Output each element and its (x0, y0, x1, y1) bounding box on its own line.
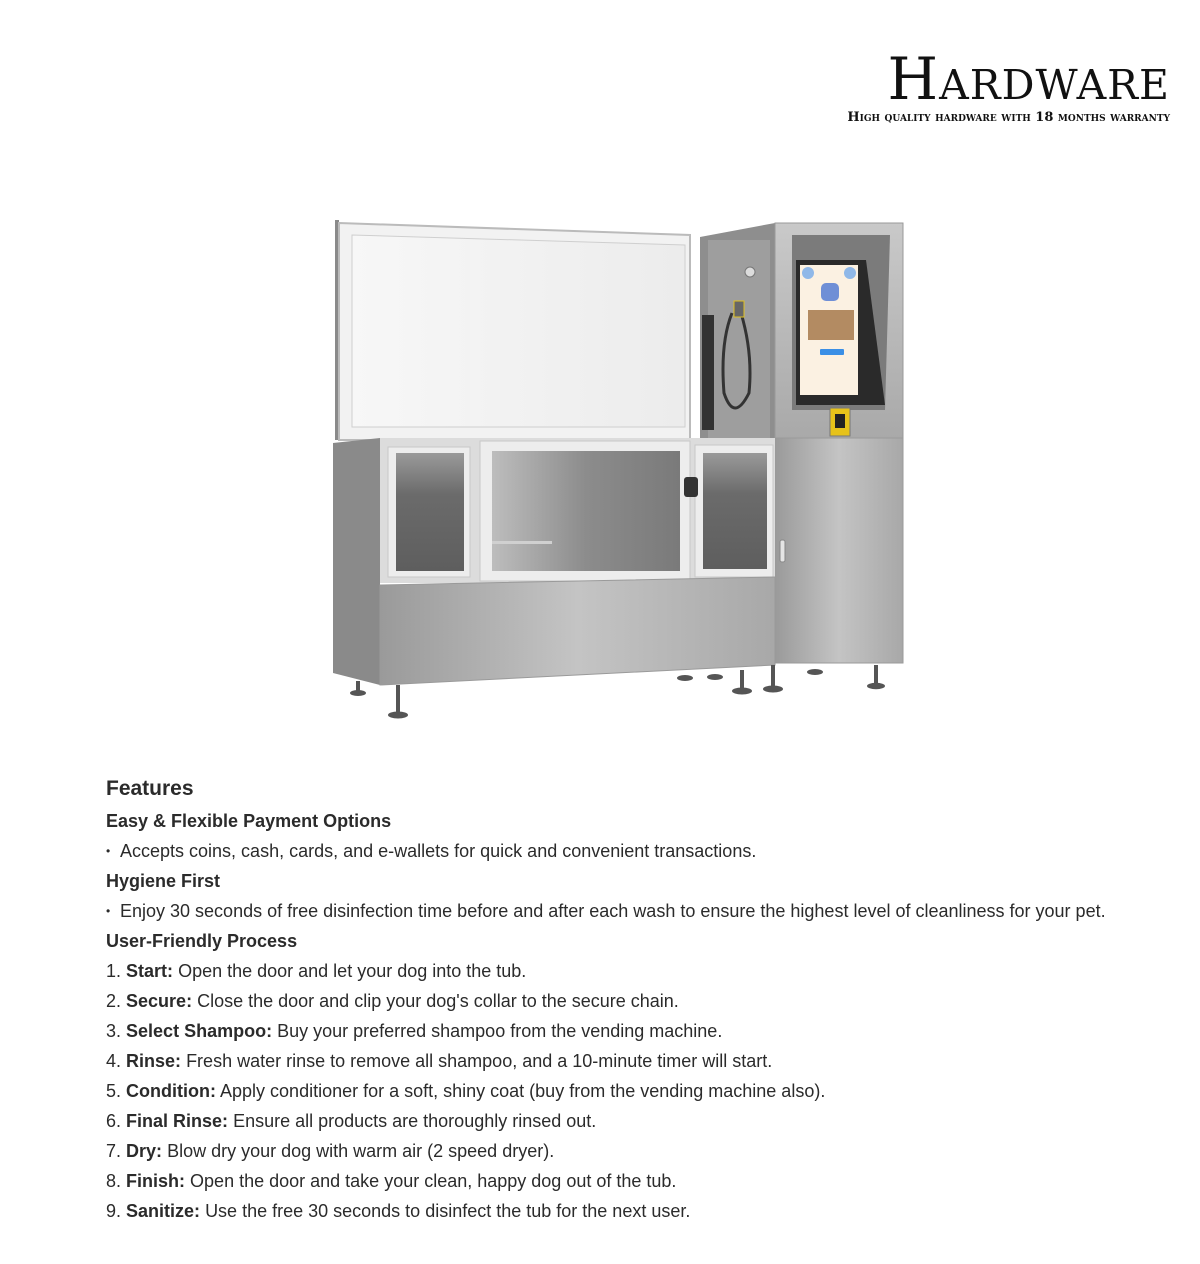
process-step: 8. Finish: Open the door and take your clean, happy dog out of the tub. (106, 1171, 677, 1191)
bullet-icon: • (106, 904, 111, 918)
features-section (106, 776, 1166, 1226)
process-step: 7. Dry: Blow dry your dog with warm air (2 speed dryer). (106, 1141, 555, 1161)
section-title-hygiene: Hygiene First (106, 871, 221, 891)
section-title-payment: Easy & Flexible Payment Options (106, 811, 392, 831)
process-step: 6. Final Rinse: Ensure all products are thoroughly rinsed out. (106, 1111, 597, 1131)
page-subtitle: High quality hardware with 18 months warranty (847, 110, 1170, 125)
process-step: 9. Sanitize: Use the free 30 seconds to disinfect the tub for the next user. (106, 1201, 691, 1221)
page-title: Hardware (887, 45, 1170, 113)
list-item: • Enjoy 30 seconds of free disinfection time before and after each wash to ensure the highest level of cleanliness for your pet. (106, 896, 1166, 926)
process-step: 3. Select Shampoo: Buy your preferred shampoo from the vending machine. (106, 1021, 723, 1041)
process-step: 2. Secure: Close the door and clip your dog's collar to the secure chain. (106, 991, 679, 1011)
process-step: 4. Rinse: Fresh water rinse to remove all shampoo, and a 10-minute timer will start. (106, 1051, 773, 1071)
features-heading: Features (106, 777, 194, 800)
bullet-icon: • (106, 844, 111, 858)
process-step: 5. Condition: Apply conditioner for a soft, shiny coat (buy from the vending machine also). (106, 1081, 826, 1101)
section-title-process: User-Friendly Process (106, 931, 298, 951)
process-step: 1. Start: Open the door and let your dog into the tub. (106, 961, 527, 981)
list-item: • Accepts coins, cash, cards, and e-wallets for quick and convenient transactions. (106, 836, 1166, 866)
page-header (847, 45, 1170, 126)
dog-wash-machine-image (330, 215, 910, 725)
